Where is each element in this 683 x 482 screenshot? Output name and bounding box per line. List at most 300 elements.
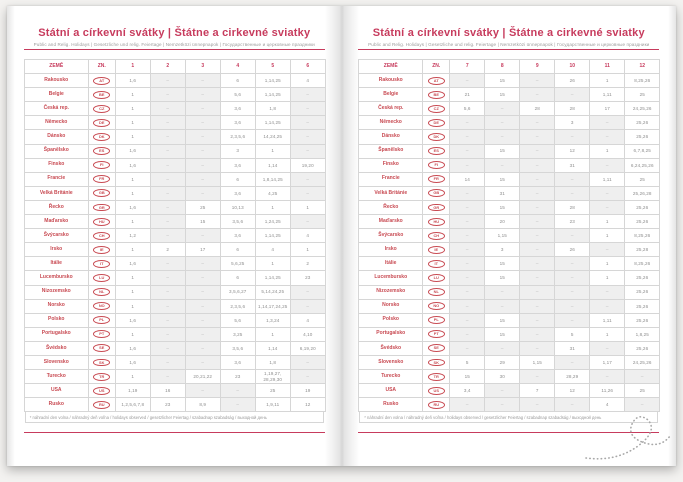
holiday-dates-cell: 1,2 [115, 229, 150, 243]
holiday-dates-cell: – [485, 102, 520, 116]
holiday-dates-cell: – [185, 355, 220, 369]
country-code-cell [423, 74, 450, 88]
holiday-dates-cell: 1,15 [520, 355, 555, 369]
holiday-dates-cell: – [590, 200, 625, 214]
country-row [24, 88, 325, 102]
holiday-dates-cell: – [290, 116, 325, 130]
country-row [359, 215, 660, 229]
holiday-dates-cell: – [450, 313, 485, 327]
holiday-dates-cell: – [290, 88, 325, 102]
footnote: * náhradní den volna / náhradný deň voľna / holidays observed / gesetzlicher Feiertag / szabadnap szabadság / выходной день [359, 412, 658, 423]
holiday-dates-cell: – [450, 327, 485, 341]
holiday-dates-cell: – [150, 313, 185, 327]
country-name: Turecko [359, 370, 423, 384]
holiday-dates-cell: 25 [625, 88, 660, 102]
holiday-dates-cell: – [450, 130, 485, 144]
country-name: Španělsko [24, 144, 88, 158]
holiday-dates-cell: 1,3,24 [255, 313, 290, 327]
holiday-dates-cell: 31 [485, 186, 520, 200]
holiday-dates-cell: 3,5,6 [220, 215, 255, 229]
holiday-dates-cell: 1,14,25 [255, 116, 290, 130]
country-code-cell [88, 271, 115, 285]
country-code-cell [88, 243, 115, 257]
holiday-dates-cell: – [520, 313, 555, 327]
holiday-dates-cell: – [485, 384, 520, 398]
holiday-dates-cell: 25,26 [625, 285, 660, 299]
holiday-dates-cell: – [450, 285, 485, 299]
country-code-cell [88, 327, 115, 341]
holiday-dates-cell: 4 [290, 74, 325, 88]
holiday-dates-cell: – [520, 130, 555, 144]
country-row [359, 271, 660, 285]
country-row [359, 327, 660, 341]
holiday-dates-cell: 1 [290, 200, 325, 214]
country-code-badge: NO [93, 302, 110, 310]
country-name: Turecko [24, 370, 88, 384]
holiday-dates-cell: 3,6 [220, 116, 255, 130]
holiday-dates-cell: – [485, 341, 520, 355]
country-code-badge: BE [93, 91, 110, 99]
holiday-dates-cell: – [185, 144, 220, 158]
country-code-badge: CH [93, 232, 110, 240]
holiday-dates-cell: 15 [485, 313, 520, 327]
country-row [24, 313, 325, 327]
holiday-dates-cell: – [520, 200, 555, 214]
month-column-header: 3 [185, 60, 220, 74]
country-name: Finsko [24, 158, 88, 172]
country-code-badge: PT [428, 330, 445, 338]
bottom-rule [358, 432, 659, 433]
holiday-dates-cell: – [485, 116, 520, 130]
holiday-dates-cell: 5 [555, 327, 590, 341]
holiday-dates-cell: 1,15 [485, 229, 520, 243]
country-name: Itálie [24, 257, 88, 271]
holiday-dates-cell: 1,11 [590, 172, 625, 186]
country-row [359, 243, 660, 257]
holiday-dates-cell: 3,5,6,27 [220, 285, 255, 299]
holiday-dates-cell: 31 [555, 341, 590, 355]
holiday-dates-cell: 25,26 [625, 313, 660, 327]
country-code-cell [423, 355, 450, 369]
country-code-badge: PL [93, 316, 110, 324]
country-name: Česká rep. [24, 102, 88, 116]
holiday-dates-cell: 6 [220, 271, 255, 285]
country-name: Portugalsko [359, 327, 423, 341]
month-column-header: 7 [450, 60, 485, 74]
country-code-cell [88, 299, 115, 313]
holiday-dates-cell: 1,8 [255, 102, 290, 116]
country-row [359, 102, 660, 116]
holiday-dates-cell: – [520, 186, 555, 200]
country-code-badge: CH [428, 232, 445, 240]
holiday-dates-cell: – [590, 341, 625, 355]
holiday-dates-cell: – [485, 130, 520, 144]
country-code-badge: IE [93, 246, 110, 254]
holiday-dates-cell: 1,11 [590, 88, 625, 102]
country-row [359, 299, 660, 313]
holiday-dates-cell: 1 [590, 215, 625, 229]
holiday-dates-cell: – [520, 257, 555, 271]
holiday-dates-cell: 25 [625, 172, 660, 186]
table-header-row [359, 60, 660, 74]
holiday-dates-cell: 24,25,26 [625, 355, 660, 369]
country-code-badge: IT [93, 260, 110, 268]
country-code-badge: LU [93, 274, 110, 282]
holiday-dates-cell: 6 [220, 243, 255, 257]
holiday-dates-cell: – [520, 299, 555, 313]
holiday-dates-cell: 17 [185, 243, 220, 257]
holiday-dates-cell: 23 [220, 370, 255, 384]
country-name: Velká Británie [359, 186, 423, 200]
holiday-dates-cell: – [555, 398, 590, 412]
country-row [359, 200, 660, 214]
holiday-dates-cell: 1,6 [115, 74, 150, 88]
holiday-dates-cell: – [625, 370, 660, 384]
holiday-dates-cell: 4,10 [290, 327, 325, 341]
page-right [342, 6, 677, 466]
country-code-badge: TR [93, 373, 110, 381]
holiday-dates-cell: 5,6 [220, 88, 255, 102]
holiday-dates-cell: 25,26 [625, 116, 660, 130]
page-subtitle: Public and Relig. Holidays | Gesetzliche und relig. Feiertage | Nemzetközi ünnepnapok | Государственные и церковные праздники [368, 42, 650, 47]
holiday-dates-cell: 20,21,22 [185, 370, 220, 384]
holiday-dates-cell: 1,8,25 [625, 327, 660, 341]
holiday-dates-cell: 1 [115, 327, 150, 341]
country-code-badge: FR [428, 175, 445, 183]
month-column-header: 5 [255, 60, 290, 74]
country-code-cell [88, 172, 115, 186]
holiday-dates-cell: 14 [450, 172, 485, 186]
holiday-dates-cell: 25,26 [625, 200, 660, 214]
country-row [24, 370, 325, 384]
holiday-dates-cell: 1,8,14,25 [255, 172, 290, 186]
country-code-cell [88, 257, 115, 271]
country-code-badge: FR [93, 175, 110, 183]
month-column-header: 6 [290, 60, 325, 74]
month-column-header: 11 [590, 60, 625, 74]
country-code-cell [88, 116, 115, 130]
country-code-cell [88, 88, 115, 102]
holiday-dates-cell: – [150, 355, 185, 369]
holiday-dates-cell: – [590, 116, 625, 130]
country-name: Polsko [24, 313, 88, 327]
holiday-dates-cell: – [185, 285, 220, 299]
holiday-dates-cell: 1 [590, 229, 625, 243]
holiday-dates-cell: – [185, 74, 220, 88]
country-row [24, 355, 325, 369]
holiday-dates-cell: 6,19,20 [290, 341, 325, 355]
country-row [24, 271, 325, 285]
holiday-dates-cell: 8,25,26 [625, 74, 660, 88]
country-row [24, 158, 325, 172]
holiday-dates-cell: – [590, 158, 625, 172]
holiday-dates-cell: 10,13 [220, 200, 255, 214]
holiday-dates-cell: 1 [115, 271, 150, 285]
country-code-badge: US [428, 387, 445, 395]
holiday-dates-cell: 1 [290, 243, 325, 257]
holiday-dates-cell: 1 [590, 327, 625, 341]
country-name: Švýcarsko [24, 229, 88, 243]
holiday-dates-cell: – [520, 341, 555, 355]
holiday-dates-cell: – [520, 88, 555, 102]
country-name: Maďarsko [359, 215, 423, 229]
country-name: Belgie [24, 88, 88, 102]
country-name: Švédsko [359, 341, 423, 355]
holiday-dates-cell: 1,14,25 [255, 88, 290, 102]
holiday-table-left [24, 59, 326, 412]
country-code-cell [423, 172, 450, 186]
holiday-dates-cell: 15 [485, 327, 520, 341]
page-title: Státní a církevní svátky | Štátne a cirkevné sviatky [38, 27, 311, 39]
holiday-dates-cell: – [185, 257, 220, 271]
holiday-dates-cell: 1,17 [590, 355, 625, 369]
country-name: Německo [359, 116, 423, 130]
country-name: Německo [24, 116, 88, 130]
country-row [24, 186, 325, 200]
holiday-dates-cell: 1,14 [255, 341, 290, 355]
country-code-cell [423, 370, 450, 384]
holiday-dates-cell: – [150, 74, 185, 88]
holiday-dates-cell: – [185, 384, 220, 398]
holiday-dates-cell: 2 [290, 257, 325, 271]
holiday-dates-cell: 1,6 [115, 200, 150, 214]
country-name: Slovensko [24, 355, 88, 369]
holiday-dates-cell: – [485, 299, 520, 313]
holiday-dates-cell: 19,20 [290, 158, 325, 172]
country-code-badge: PT [93, 330, 110, 338]
table-header-row [24, 60, 325, 74]
holiday-dates-cell: 2,3,5,6 [220, 299, 255, 313]
country-row [359, 257, 660, 271]
country-code-badge: NL [93, 288, 110, 296]
holiday-dates-cell: 3 [485, 243, 520, 257]
holiday-dates-cell: 28 [555, 102, 590, 116]
country-row [359, 186, 660, 200]
month-column-header: 4 [220, 60, 255, 74]
holiday-dates-cell: 25 [625, 384, 660, 398]
page-title: Státní a církevní svátky | Štátne a cirkevné sviatky [372, 27, 645, 39]
bottom-rule [24, 432, 325, 433]
holiday-dates-cell: – [590, 285, 625, 299]
holiday-dates-cell: 23 [150, 398, 185, 412]
holiday-dates-cell: – [185, 299, 220, 313]
country-code-cell [88, 130, 115, 144]
holiday-dates-cell: – [150, 158, 185, 172]
holiday-dates-cell: 28 [520, 102, 555, 116]
holiday-table-right [358, 59, 660, 412]
holiday-dates-cell: 25,26 [625, 271, 660, 285]
holiday-dates-cell: 8,25,26 [625, 229, 660, 243]
holiday-dates-cell: 15 [485, 74, 520, 88]
holiday-dates-cell: – [555, 355, 590, 369]
holiday-dates-cell: 1 [255, 327, 290, 341]
country-name: Maďarsko [24, 215, 88, 229]
country-code-cell [423, 144, 450, 158]
country-code-cell [423, 88, 450, 102]
holiday-dates-cell: 5,6 [220, 313, 255, 327]
holiday-dates-cell: – [150, 144, 185, 158]
holiday-dates-cell: – [520, 172, 555, 186]
country-name: USA [359, 384, 423, 398]
holiday-dates-cell: 6 [220, 172, 255, 186]
holiday-dates-cell: 23 [290, 271, 325, 285]
holiday-dates-cell: – [185, 271, 220, 285]
holiday-dates-cell: – [450, 271, 485, 285]
holiday-dates-cell: 5 [450, 355, 485, 369]
holiday-dates-cell: – [450, 243, 485, 257]
country-code-cell [88, 398, 115, 412]
country-name: Rusko [359, 398, 423, 412]
country-name: Rakousko [24, 74, 88, 88]
holiday-dates-cell: 1,6 [115, 158, 150, 172]
country-code-cell [88, 215, 115, 229]
holiday-dates-cell: – [290, 186, 325, 200]
country-code-cell [88, 158, 115, 172]
country-row [24, 74, 325, 88]
holiday-dates-cell: – [150, 285, 185, 299]
holiday-dates-cell: – [150, 102, 185, 116]
holiday-dates-cell: – [290, 172, 325, 186]
holiday-dates-cell: 14,24,25 [255, 130, 290, 144]
holiday-dates-cell: 1 [115, 130, 150, 144]
holiday-dates-cell: 12 [555, 384, 590, 398]
country-code-cell [423, 130, 450, 144]
holiday-dates-cell: 3 [220, 144, 255, 158]
country-name: Irsko [359, 243, 423, 257]
country-column-header: ZEMĚ [359, 60, 423, 74]
country-name: Norsko [24, 299, 88, 313]
holiday-dates-cell: – [150, 186, 185, 200]
holiday-dates-cell: 24,25,26 [625, 102, 660, 116]
holiday-dates-cell: – [185, 229, 220, 243]
country-row [359, 384, 660, 398]
holiday-dates-cell: – [185, 341, 220, 355]
holiday-dates-cell: 3,6 [220, 186, 255, 200]
title-rule [24, 49, 325, 50]
country-row [359, 285, 660, 299]
holiday-dates-cell: 12 [555, 144, 590, 158]
country-code-cell [88, 355, 115, 369]
holiday-dates-cell: 30 [485, 370, 520, 384]
holiday-dates-cell: – [185, 158, 220, 172]
holiday-dates-cell: – [185, 102, 220, 116]
country-row [359, 313, 660, 327]
holiday-dates-cell: 6,7,8,25 [625, 144, 660, 158]
country-code-badge: GR [428, 204, 445, 212]
country-row [24, 398, 325, 412]
country-row [24, 341, 325, 355]
country-row [359, 229, 660, 243]
holiday-dates-cell: – [185, 116, 220, 130]
country-name: Belgie [359, 88, 423, 102]
country-code-cell [423, 158, 450, 172]
holiday-dates-cell: 16 [150, 384, 185, 398]
holiday-dates-cell: 20 [485, 215, 520, 229]
holiday-dates-cell: – [150, 370, 185, 384]
country-code-badge: DE [93, 119, 110, 127]
holiday-dates-cell: 3,6 [220, 158, 255, 172]
holiday-dates-cell: 29 [485, 355, 520, 369]
holiday-dates-cell: 26 [555, 74, 590, 88]
holiday-dates-cell: – [450, 398, 485, 412]
month-column-header: 8 [485, 60, 520, 74]
holiday-dates-cell: – [290, 130, 325, 144]
country-code-badge: BE [428, 91, 445, 99]
country-code-badge: AT [428, 77, 445, 85]
holiday-dates-cell: 1,14,17,24,25 [255, 299, 290, 313]
holiday-dates-cell: 1,2,5,6,7,8 [115, 398, 150, 412]
holiday-dates-cell: 1 [115, 88, 150, 102]
month-column-header: 9 [520, 60, 555, 74]
country-row [24, 384, 325, 398]
holiday-dates-cell: – [520, 229, 555, 243]
country-code-badge: GB [428, 189, 445, 197]
country-code-cell [423, 243, 450, 257]
country-row [24, 116, 325, 130]
holiday-dates-cell: – [625, 398, 660, 412]
holiday-dates-cell: 6 [220, 74, 255, 88]
country-code-badge: HU [93, 218, 110, 226]
holiday-dates-cell: 4 [590, 398, 625, 412]
holiday-dates-cell: – [150, 215, 185, 229]
holiday-dates-cell: – [555, 285, 590, 299]
holiday-dates-cell: 25,26 [625, 130, 660, 144]
country-name: Itálie [359, 257, 423, 271]
country-name: Slovensko [359, 355, 423, 369]
holiday-dates-cell: 8,25,26 [625, 257, 660, 271]
country-code-badge: AT [93, 77, 110, 85]
footnote: * náhradní den volna / náhradný deň voľna / holidays observed / gesetzlicher Feiertag / szabadnap szabadság / выходной день [25, 412, 324, 423]
holiday-dates-cell: 28,29 [555, 370, 590, 384]
country-code-badge: SK [93, 359, 110, 367]
holiday-dates-cell: – [590, 186, 625, 200]
holiday-dates-cell: 4 [290, 313, 325, 327]
country-name: Švýcarsko [359, 229, 423, 243]
holiday-dates-cell: 25,26 [625, 341, 660, 355]
country-row [359, 130, 660, 144]
holiday-dates-cell: 3 [555, 116, 590, 130]
holiday-dates-cell: – [520, 116, 555, 130]
holiday-dates-cell: – [555, 229, 590, 243]
holiday-dates-cell: – [450, 144, 485, 158]
country-code-cell [88, 74, 115, 88]
country-row [359, 158, 660, 172]
country-row [24, 102, 325, 116]
holiday-dates-cell: 25,26 [625, 299, 660, 313]
holiday-dates-cell: 15 [485, 144, 520, 158]
holiday-dates-cell: – [555, 271, 590, 285]
holiday-dates-cell: 2,3,5,6 [220, 130, 255, 144]
country-code-badge: FI [93, 161, 110, 169]
country-code-cell [88, 200, 115, 214]
holiday-dates-cell: 1,19 [115, 384, 150, 398]
country-code-cell [88, 186, 115, 200]
country-code-cell [423, 327, 450, 341]
holiday-dates-cell: – [450, 200, 485, 214]
country-row [24, 285, 325, 299]
holiday-dates-cell: 2 [150, 243, 185, 257]
holiday-dates-cell: 3,6 [220, 229, 255, 243]
holiday-dates-cell: – [290, 215, 325, 229]
country-name: Lucembursko [24, 271, 88, 285]
title-rule [358, 49, 659, 50]
holiday-dates-cell: 23 [555, 215, 590, 229]
holiday-dates-cell: – [185, 130, 220, 144]
book-spread [7, 6, 676, 466]
holiday-dates-cell: 1 [115, 243, 150, 257]
holiday-dates-cell: 19 [290, 384, 325, 398]
holiday-dates-cell: – [485, 398, 520, 412]
